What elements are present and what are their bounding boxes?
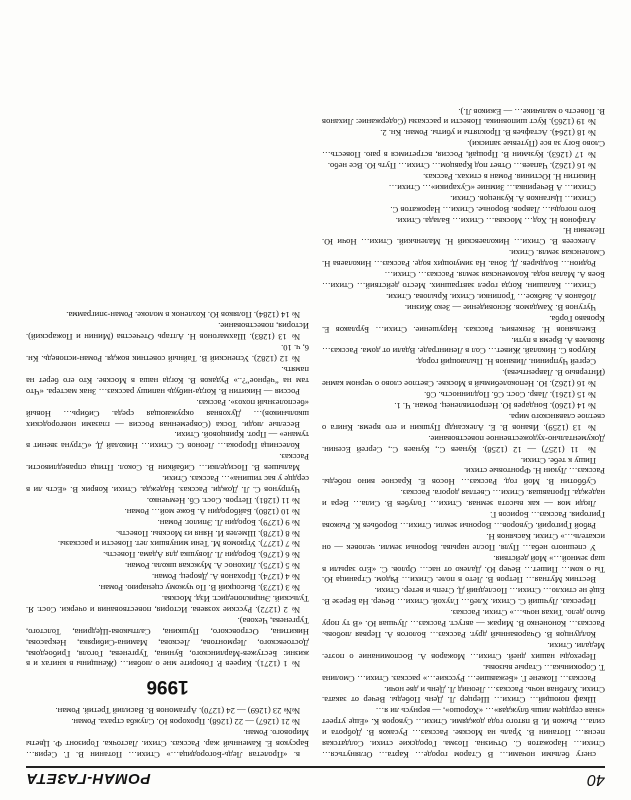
catalog-entry: № 17 (1263). Кузьмин В. Прощай, Россия, встретимся в раю. Повесть… Слово Богу за все (Путевые записки). (322, 139, 605, 161)
catalog-entry: № 6 (1276). Бородин Л. Ловушка для Адама. Повесть. (103, 550, 300, 561)
catalog-entry: в. «Пролетая Ледь-Богородица…» Стихи… Потанин В. Г. Серия… Барсуков Е. Каменный жар. Рассказ. Стихи. Ласточка. Горизонт Ф. Цветы Мирового. Роман. (26, 728, 309, 760)
catalog-entry: Стихи… А Вечеринка… Зимние «Сухарики»… Стихи… (388, 182, 596, 193)
catalog-entry: Кнуров С. Николай. Живет… Сол в Ленинграде. Вдали от дома. Рассказ… Яковлев А. Время в пути. (322, 335, 605, 357)
catalog-entry: Чугунов В. Хамдамов. Ясновидение — Зеко Жизни. (404, 302, 596, 313)
catalog-entry: № 16 (1262). Чапаев… Ответ под Кравцом… Стихи… Путь Ю. Все небо. (327, 161, 596, 172)
catalog-entry: № 10 (1280). Байбородин А. Боже мой… Роман. (124, 506, 300, 517)
catalog-entry: Стихи… Цыганков А. Кузнецов. Стихи. (450, 193, 596, 204)
catalog-entry: № 4 (1274). Проханов А. Дворец. Роман. (152, 572, 300, 583)
catalog-entry: Веселые люди. Тоска (Современная Россия — глазами новгородских школьников)… Духовная окружающая среда. Сибирь… Новый «бесполезный похоз». Рассказ. (26, 397, 309, 430)
catalog-entry: № 13 (1259). Иванов В. Е. Александр Пушкин и его время. Книга о светлое славянского мира. (322, 411, 605, 433)
catalog-entry: № 13 (1283). Шахмагонов Н. Алтарь Отечества (Минин и Пожарский). История, повествование. (26, 321, 309, 343)
catalog-entry: Бого погоды… Лавров. Воронье. Стихи… Нарожатов С. (390, 204, 596, 215)
page-number: 40 (587, 771, 605, 788)
catalog-entry: № 14 (1260). Бондарев Ю. Непротивленец. Роман. Ч. 1. (394, 401, 596, 411)
catalog-entry: Емельянов Н. Зенкевич. Рассказ. Нарушение. Стихи… Бурлаков Е. Кроваво Горба. (322, 313, 605, 335)
catalog-entry: № 7 (1277). Угрюмов М. Тени минувших лет. Повести и рассказы. (57, 539, 300, 550)
catalog-entry: № 2 (1272). Русские хозяева. История, повествования и очерки. Сост. Я. Тульский. Энциклопедист. Изд. Москва. (26, 594, 309, 615)
catalog-entry: снегу белыми ночами… В Старом городе… Карта… Оглянуться… Стихи… Нарожатов С. Отчизна. Поэма. Городские стихи. Солдатская песня… Потанин В. Ураль на Москве. Рассказ… Русаков В. Доброта и сила… Рыжов И. В пятого года дождями. Стихи… Суворов К. «Еще утреет «зная сердцем лишь блуждая»… «Хорошо», — вернусь ли я… (322, 706, 605, 760)
catalog-entry: Родион… Болдырев. Д. Зона. На зимующих воде. Рассказ… Николаева Н. Смоленская земля. Стихи. (322, 248, 605, 270)
catalog-entry: Лобанов А. Зыбкое… Тропинки. Стихи. Крылова. Стихи. (386, 291, 596, 302)
catalog-entry: № 11 (1257) — 12 (1258). Кунаев С., Кунаев С., Сергей Есенин. Документально-художественное повествование. (322, 433, 605, 455)
magazine-title: РОМАН-ГАЗЕТА (26, 770, 151, 787)
catalog-entry: №№ 23 (1269) — 24 (1270). Артамонов В. Василий Третий. Роман. (55, 706, 300, 717)
catalog-entry: Колдунцов В. Очарованный друг. Рассказ… Бологов А. Первая любовь. Рассказ… Кононенко В. Мираж — август. Рассказ… Лучшая Ю. «В ту пору было дело. Тихая ночь…» Стихи. Рассказ. (322, 608, 605, 641)
catalog-entry: У спешного неба… Пуля. После нарыва. Вороньи земли. человек — он искатель…» Стихи. Касьянов Н. (322, 531, 605, 553)
catalog-entry: Субботин В. Мой год. Рассказ… Носов Е. Красное вино победы. Рассказ… Лукин Н. Фронтовые стихи. (322, 466, 605, 488)
catalog-entry: Вестник Мутная… Петров В. Лето в поле. Стихи… Рядом. Страница Ю. Ты о ком… Пишет… Вечер Ю. Далеко от нас… Орлов. С. «Его зарыли в шар земной…» Мой действия. (322, 553, 605, 586)
catalog-entry: Шкаф поющий… Стихи… Шерцер Л. День Победы. Вечер от заката. Стихи. Хлебная ночь. Рассказ… Леонид Л. День и две ночи. (322, 684, 605, 706)
catalog-entry: Чупрунов С. Л. Дожди. Рассказ. Надежда. Стихи. Коврик В. «Есть ли в сердце у вас тишина»… Рассказ. Стихи. (26, 474, 309, 495)
catalog-entry: Колесница Пророка… Леонов С. Стихи… Николай Д. «Струна звенит в тумане» — Прот. Кривцовой. Стихи. (26, 430, 309, 452)
catalog-entry: Никитин Н. Юстиния. Роман в стихах. Рассказ. (423, 171, 596, 182)
catalog-entry: Стихи… Калашин. Когда горел завтрашних. Место действий… Стихи… Боев А. Малая вода. Коломенская земля. Рассказ… Стихи… (322, 270, 605, 292)
catalog-entry: № 5 (1275). Лихонос А. Мужская школа. Роман. (124, 561, 300, 572)
catalog-entry: № 19 (1265). Куст шиповника. Повести и рассказы (Содержание: Лиханов В. Повесть о мальчике… — Ежиков Л.). (322, 106, 605, 128)
catalog-entry: № 9 (1279). Бородин Л. Эпилог. Роман. (157, 517, 300, 528)
catalog-entry: № 11 (1281). Петров. Сост. Сб. Немченко. (146, 495, 300, 506)
catalog-entry: № 18 (1264). Астафьев В. Прокляты и убиты. Роман. Кн. 2. (380, 128, 596, 139)
catalog-entry: № 15 (1261). Лавр. Сост. Сб. Подлинность. Сб. (424, 390, 596, 401)
catalog-entry: Агафонов Н. Ход… Москва… Стихи… Балада. Стихи. (395, 215, 596, 226)
year-heading: 1996 (146, 676, 189, 698)
catalog-entry: Рассказ… Пожене Г. «Бежавшие… Русские…» рассказ. Стихи… Смолина Т. Сорокинька… Старые вызовы. (322, 662, 605, 684)
catalog-entry: Рябой Григорий. Суворов… Вороньи земли. Стихи… Воробьев К. Рыжова Григория. Рассказ… Борисов Г. (322, 510, 605, 531)
catalog-entry: № 12 (1282). Успенский В. Тайный советник вождя. Роман-исповедь. Кн. 6, ч. 10. (26, 343, 309, 365)
catalog-entry: Сергей Чупринин. Ливанов Н. Пылающий город. (415, 357, 596, 368)
catalog-entry: № 14 (1284). Поляков Ю. Козленок в молоке. Роман-эпиграмма. (66, 310, 300, 321)
page-header (26, 766, 605, 790)
catalog-entry: № 3 (1273). Высоцкий В. По чужому сценарию. Роман. (98, 583, 300, 594)
catalog-entry: № 8 (1278). Шмелев И. Няня из Москвы. Повесть. (116, 528, 300, 539)
catalog-entry: № 1 (1271). Киреев Р. Говорите мне о любви… (Женщины в книгах и в жизни: Бестужев-Марлинского, Бунина, Тургенева, Гоголя, Грибоедова, Достоевского, Лермонтова, Лескова, Мамина-Сибиряка, Некрасова, Никитина, Островского, Пушкина, Салтыкова-Щедрина, Толстого, Тургенева, Чехова). (26, 615, 309, 670)
catalog-entry: Пишу к тебе. Стихи. (520, 455, 596, 466)
catalog-entry: Малышев В. Посиделки… Сибайкин В. Сокол. Птица справедливости. Рассказ. (26, 452, 309, 474)
catalog-entry: Россия — Никитин В. Когда-нибудь напишу рассказ… Знак мастера. «Что там на “чёрное”?..» Рудаков В. Когда наша в Москве. Кто его берет на память. (26, 365, 309, 397)
catalog-entry: № 16 (1262). Ю. Непоколебимый в Москве. Светлое слово о черном камне (Интервью В. Лаврентьева). (322, 368, 605, 390)
catalog-entry: № 21 (1267) — 22 (1268). Прохоров Ю. Служба страха. Роман. (71, 717, 300, 728)
catalog-entry: Люди моя — как высота земная. Стихи… Голубев В. Сила… Вера и надежда. Пропавшая. Стихи… Светлая дорога. Рассказ. (322, 488, 605, 510)
right-column (26, 12, 309, 760)
catalog-entry: Пересказ. Лучший С. Стихи. Хлеб… Глухой. Стихи… Вечер. На Березе В. Ещё не стихло… Стихи… Последний Д. Степь и ветер. Стихи. (322, 586, 605, 608)
catalog-entry: Переходы наших дней. Стихи… Можаров А. Воспоминание о поэте. Медали. Стихи. (322, 640, 605, 662)
left-column (322, 12, 605, 760)
catalog-entry: Алексеев В. Стихи… Николаевский Н. Маленький. Стихи… Ночи Ю. Пелевин Н. (322, 226, 605, 248)
